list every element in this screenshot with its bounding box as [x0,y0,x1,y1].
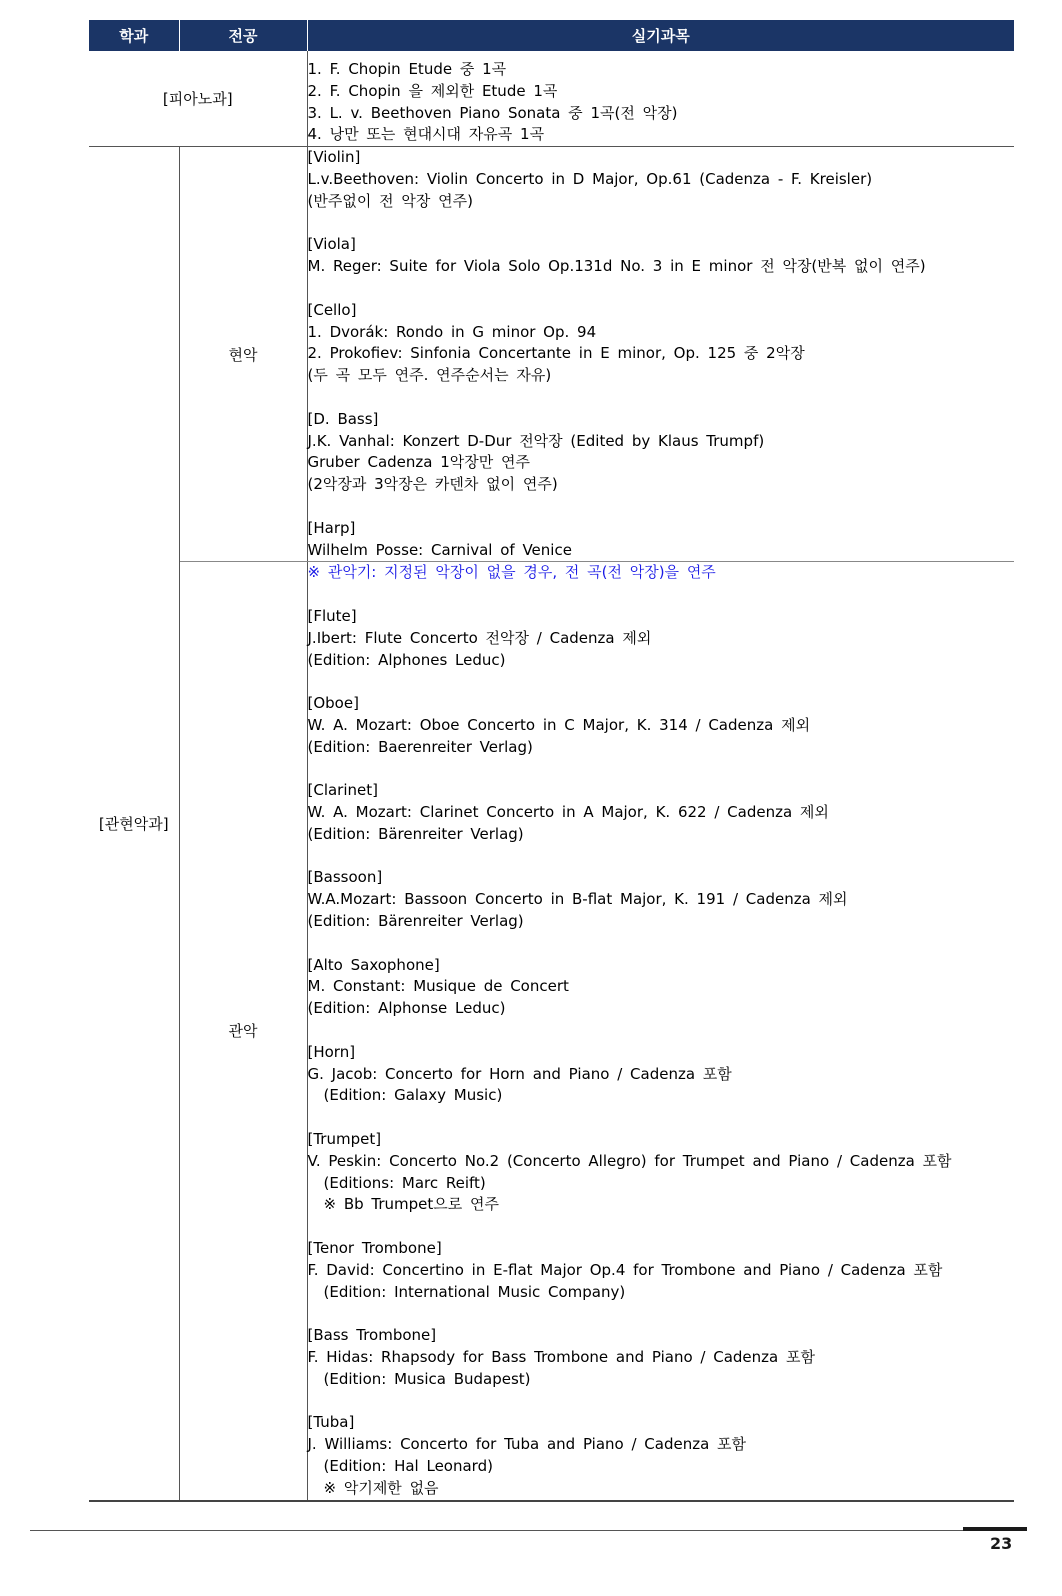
blank-line [308,584,1015,606]
piano-item: 2. F. Chopin 을 제외한 Etude 1곡 [307,81,558,100]
piece-line: V. Peskin: Concerto No.2 (Concerto Allegro) for Trumpet and Piano / Cadenza 포함 [307,1151,952,1170]
blank-line [308,1391,1015,1413]
instrument-heading: [Harp] [307,518,356,537]
header-audition-pieces: 실기과목 [307,20,1014,51]
piece-line: M. Constant: Musique de Concert [307,977,569,996]
piece-line: 1. Dvorák: Rondo in G minor Op. 94 [307,322,597,341]
table-header-row [89,20,1014,51]
blank-line [308,278,1015,300]
instrument-heading: [D. Bass] [307,409,379,428]
piece-line: Gruber Cadenza 1악장만 연주 [307,453,531,472]
piece-line: ※ 악기제한 없음 [323,1478,439,1497]
winds-lines-list [308,584,1015,1499]
piece-line: G. Jacob: Concerto for Horn and Piano / Cadenza 포함 [307,1064,732,1083]
instrument-heading: [Trumpet] [307,1130,382,1149]
piece-line: W. A. Mozart: Clarinet Concerto in A Major, K. 622 / Cadenza 제외 [307,803,829,822]
piece-line: M. Reger: Suite for Viola Solo Op.131d No. 3 in E minor 전 악장(반복 없이 연주) [307,257,926,276]
piano-item: 4. 낭만 또는 현대시대 자유곡 1곡 [307,125,545,144]
piece-line: F. David: Concertino in E-flat Major Op.4 for Trombone and Piano / Cadenza 포함 [307,1260,943,1279]
blank-line [308,933,1015,955]
piece-line: (2악장과 3악장은 카덴차 없이 연주) [307,475,558,494]
piece-line: F. Hidas: Rhapsody for Bass Trombone and Piano / Cadenza 포함 [307,1348,815,1367]
table-row-winds [89,562,1014,1501]
audition-requirements-table [89,20,1014,1502]
footer-divider [30,1530,1027,1531]
header-major: 전공 [179,20,307,51]
piece-line: (Edition: Hal Leonard) [323,1457,493,1475]
piece-line: Wilhelm Posse: Carnival of Venice [307,540,572,559]
piece-line: W. A. Mozart: Oboe Concerto in C Major, K. 314 / Cadenza 제외 [307,715,811,734]
instrument-heading: [Tenor Trombone] [307,1239,442,1258]
blank-line [308,213,1015,235]
instrument-heading: [Violin] [307,148,361,167]
department-orchestra: [관현악과] [89,147,179,1501]
winds-pieces [307,562,1014,1501]
major-strings: 현악 [179,147,307,562]
piece-line: (Edition: Musica Budapest) [323,1369,531,1388]
header-department: 학과 [89,20,179,51]
strings-lines-list [308,147,1015,561]
piano-item: 3. L. v. Beethoven Piano Sonata 중 1곡(전 악장) [307,103,678,122]
blank-line [308,846,1015,868]
blank-line [308,1107,1015,1129]
blank-line [308,387,1015,409]
instrument-heading: [Flute] [307,606,357,625]
piece-line: (반주없이 전 악장 연주) [307,191,473,210]
instrument-heading: [Alto Saxophone] [307,955,440,974]
table-row-piano [89,51,1014,147]
instrument-heading: [Bassoon] [307,868,383,887]
major-winds: 관악 [179,562,307,1501]
table-row-strings [89,147,1014,562]
piece-line: J.Ibert: Flute Concerto 전악장 / Cadenza 제외 [307,628,652,647]
instrument-heading: [Tuba] [307,1413,355,1432]
piano-pieces [307,51,1014,147]
piece-line: 2. Prokofiev: Sinfonia Concertante in E minor, Op. 125 중 2악장 [307,344,805,363]
piece-line: ※ Bb Trumpet으로 연주 [323,1195,500,1214]
instrument-heading: [Bass Trombone] [307,1326,437,1345]
instrument-heading: [Horn] [307,1042,356,1061]
instrument-heading: [Oboe] [307,694,359,713]
winds-notice: ※ 관악기: 지정된 악장이 없을 경우, 전 곡(전 악장)을 연주 [307,563,716,582]
instrument-heading: [Cello] [307,300,357,319]
piece-line: (Edition: International Music Company) [323,1282,626,1301]
page-number: 23 [990,1534,1013,1553]
blank-line [308,1303,1015,1325]
strings-pieces [307,147,1014,562]
piece-line: (Editions: Marc Reift) [323,1173,486,1192]
piano-item: 1. F. Chopin Etude 중 1곡 [307,60,507,78]
blank-line [308,1216,1015,1238]
piece-line: L.v.Beethoven: Violin Concerto in D Major, Op.61 (Cadenza - F. Kreisler) [307,169,873,188]
blank-line [308,496,1015,518]
blank-line [308,1020,1015,1042]
piece-line: J.K. Vanhal: Konzert D-Dur 전악장 (Edited by Klaus Trumpf) [307,431,765,450]
piece-line: J. Williams: Concerto for Tuba and Piano / Cadenza 포함 [307,1435,747,1454]
instrument-heading: [Clarinet] [307,781,378,800]
piece-line: (Edition: Bärenreiter Verlag) [307,824,524,843]
piece-line: (Edition: Alphonse Leduc) [307,999,506,1018]
footer-accent-bar [963,1527,1027,1531]
instrument-heading: [Viola] [307,235,356,254]
blank-line [308,671,1015,693]
blank-line [308,759,1015,781]
piece-line: (Edition: Alphones Leduc) [307,650,506,669]
piece-line: (두 곡 모두 연주. 연주순서는 자유) [307,366,552,385]
department-piano: [피아노과] [89,51,307,147]
piece-line: (Edition: Baerenreiter Verlag) [307,737,533,756]
piece-line: (Edition: Galaxy Music) [323,1086,503,1105]
piece-line: W.A.Mozart: Bassoon Concerto in B-flat Major, K. 191 / Cadenza 제외 [307,890,848,909]
piece-line: (Edition: Bärenreiter Verlag) [307,912,524,931]
